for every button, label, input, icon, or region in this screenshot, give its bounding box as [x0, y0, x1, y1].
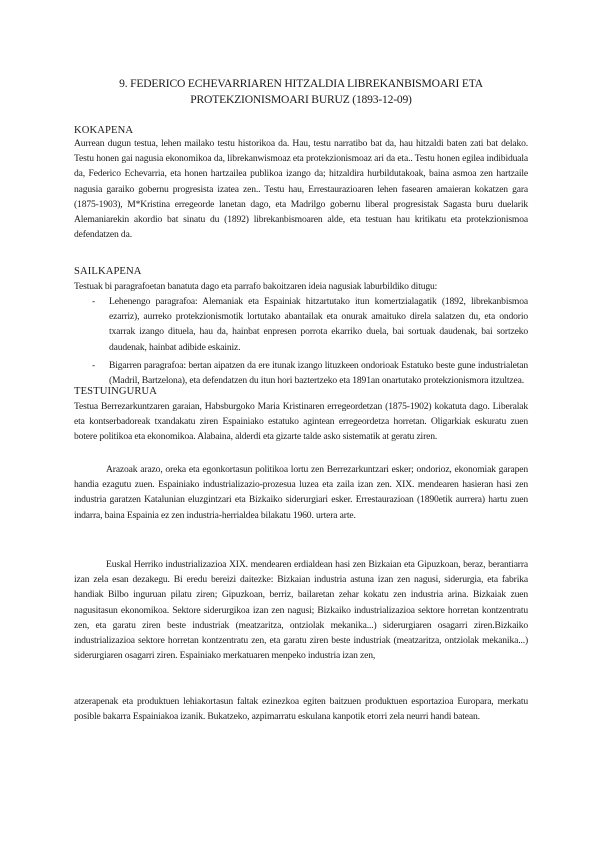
bullet-text: Lehenengo paragrafoa: Alemaniak eta Espainiak hitzartutako itun komertzialagatik (1892, librekanbismoa ezarriz), aurreko protekzionismotik lortutako abantailak eta onurak amaituko direla salatzen du, eta ondorio txarrak izango dituela, hau da, hainbat enpresen porrota ekarriko duela, bai sortuak daudenak, bai sortzeko daudenak, hainbat adibide eskainiz.: [109, 296, 528, 353]
bullet-dash: -: [92, 296, 96, 307]
sailkapena-bullet-list: [74, 294, 528, 388]
kokapena-paragraph: Aurrean dugun testua, lehen mailako testu historikoa da. Hau, testu narratibo bat da, hau hitzaldi baten zati bat delako. Testu honen gai nagusia ekonomikoa da, librekanwismoaz eta protekzionismoaz ari da eta.. Testu honen egilea indibiduala da, Federico Echevarria, eta honen hartzailea publikoa izango da; hitzaldira hurbildutakoak, baina asmoa zen hartzaile nagusia garaiko gobernu progresista izatea zen.. Testu hau, Errestaurazioaren lehen fasearen amaieran kokatzen gara (1875-1903), M*Kristina erregeorde lanetan dago, eta Madrilgo gobernu liberal progresistak Sagasta buru duelarik Alemaniarekin akordio bat sinatu du (1892) librekanbismoaren alde, eta testuan hau kritikatu eta protekzionismoa defendatzen da.: [74, 138, 528, 241]
list-item: [74, 294, 528, 355]
sailkapena-intro: Testuak bi paragrafoetan banatuta dago eta parrafo bakoitzaren ideia nagusiak laburbildiko ditugu:: [74, 281, 438, 292]
document-title: 9. FEDERICO ECHEVARRIAREN HITZALDIA LIBREKANBISMOARI ETA PROTEKZIONISMOARI BURUZ (1893-12-09): [119, 77, 483, 106]
testuingurua-paragraph-3: Euskal Herriko industrializazioa XIX. mendearen erdialdean hasi zen Bizkaian eta Gipuzkoan, beraz, berantiarra izan zela esan dezakegu. Bi eredu bereizi daitezke: Bizkaian industria astuna izan zen nagusi, siderurgia, eta fabrika handiak Bilbo inguruan pilatu ziren; Gipuzkoan, berriz, bailaretan zehar kokatu zen industria arina. Bizkaiak zuen nagusitasun ekonomikoa. Sektore siderurgikoa izan zen nagusi; Bizkaiko industrializazioa sektore horretan kontzentratu zen, eta garatu ziren beste industriak (meatzaritza, ontziolak mekanika...) siderurgiaren osagarri ziren.Bizkaiko industrializazioa sektore horretan kontzentratu zen, eta garatu ziren beste industriak (meatzaritza, ontziolak mekanika...) siderurgiaren osagarri ziren. Espainiako merkatuaren menpeko industria izan zen,: [74, 559, 528, 662]
sailkapena-heading: SAILKAPENA: [74, 266, 142, 277]
testuingurua-paragraph-1: Testua Berrezarkuntzaren garaian, Habsburgoko Maria Kristinaren erregeordetzan (1875-1902) kokatuta dago. Liberalak eta kontserbadoreak txandakatu ziren Espainiako estatuko agintean erregeordetza horretan. Oligarkiak eskuratu zuen botere politikoa eta ekonomikoa. Alabaina, alderdi eta gizarte talde asko sistematik at geratu ziren.: [74, 401, 528, 443]
list-item: [74, 358, 528, 388]
kokapena-heading: KOKAPENA: [74, 125, 134, 136]
bullet-dash: -: [92, 359, 96, 371]
bullet-text: Bigarren paragrafoa: bertan aipatzen da ere itunak izango lituzkeen ondorioak Estatuko beste gune industrialetan (Madril, Bartzelona), eta defendatzen du itun hori baztertzeko eta 1891an onartutako protekzionismora itzultzea.: [109, 359, 528, 387]
testuingurua-paragraph-4: atzerapenak eta produktuen lehiakortasun faltak ezinezkoa egiten baitzuen produktuen esportazioa Europara, merkatu posible bakarra Espainiakoa izanik. Bukatzeko, azpimarratu eskulana kanpotik etorri zela neurri handi batean.: [74, 696, 528, 723]
testuingurua-paragraph-2: Arazoak arazo, oreka eta egonkortasun politikoa lortu zen Berrezarkuntzari esker; ondorioz, ekonomiak garapen handia ezagutu zuen. Espainiako industrializazio-prozesua luzea eta zaila izan zen. XIX. mendearen hasieran hasi zen industria garatzen Katalunian eluzgintzari eta Bizkaiko siderurgiari esker. Errestaurazioan (1890etik aurrera) hartu zuen indarra, baina Espainia ez zen industria-herrialdea bilakatu 1960. urtera arte.: [74, 464, 528, 521]
testuingurua-heading: TESTUINGURUA: [74, 386, 158, 397]
